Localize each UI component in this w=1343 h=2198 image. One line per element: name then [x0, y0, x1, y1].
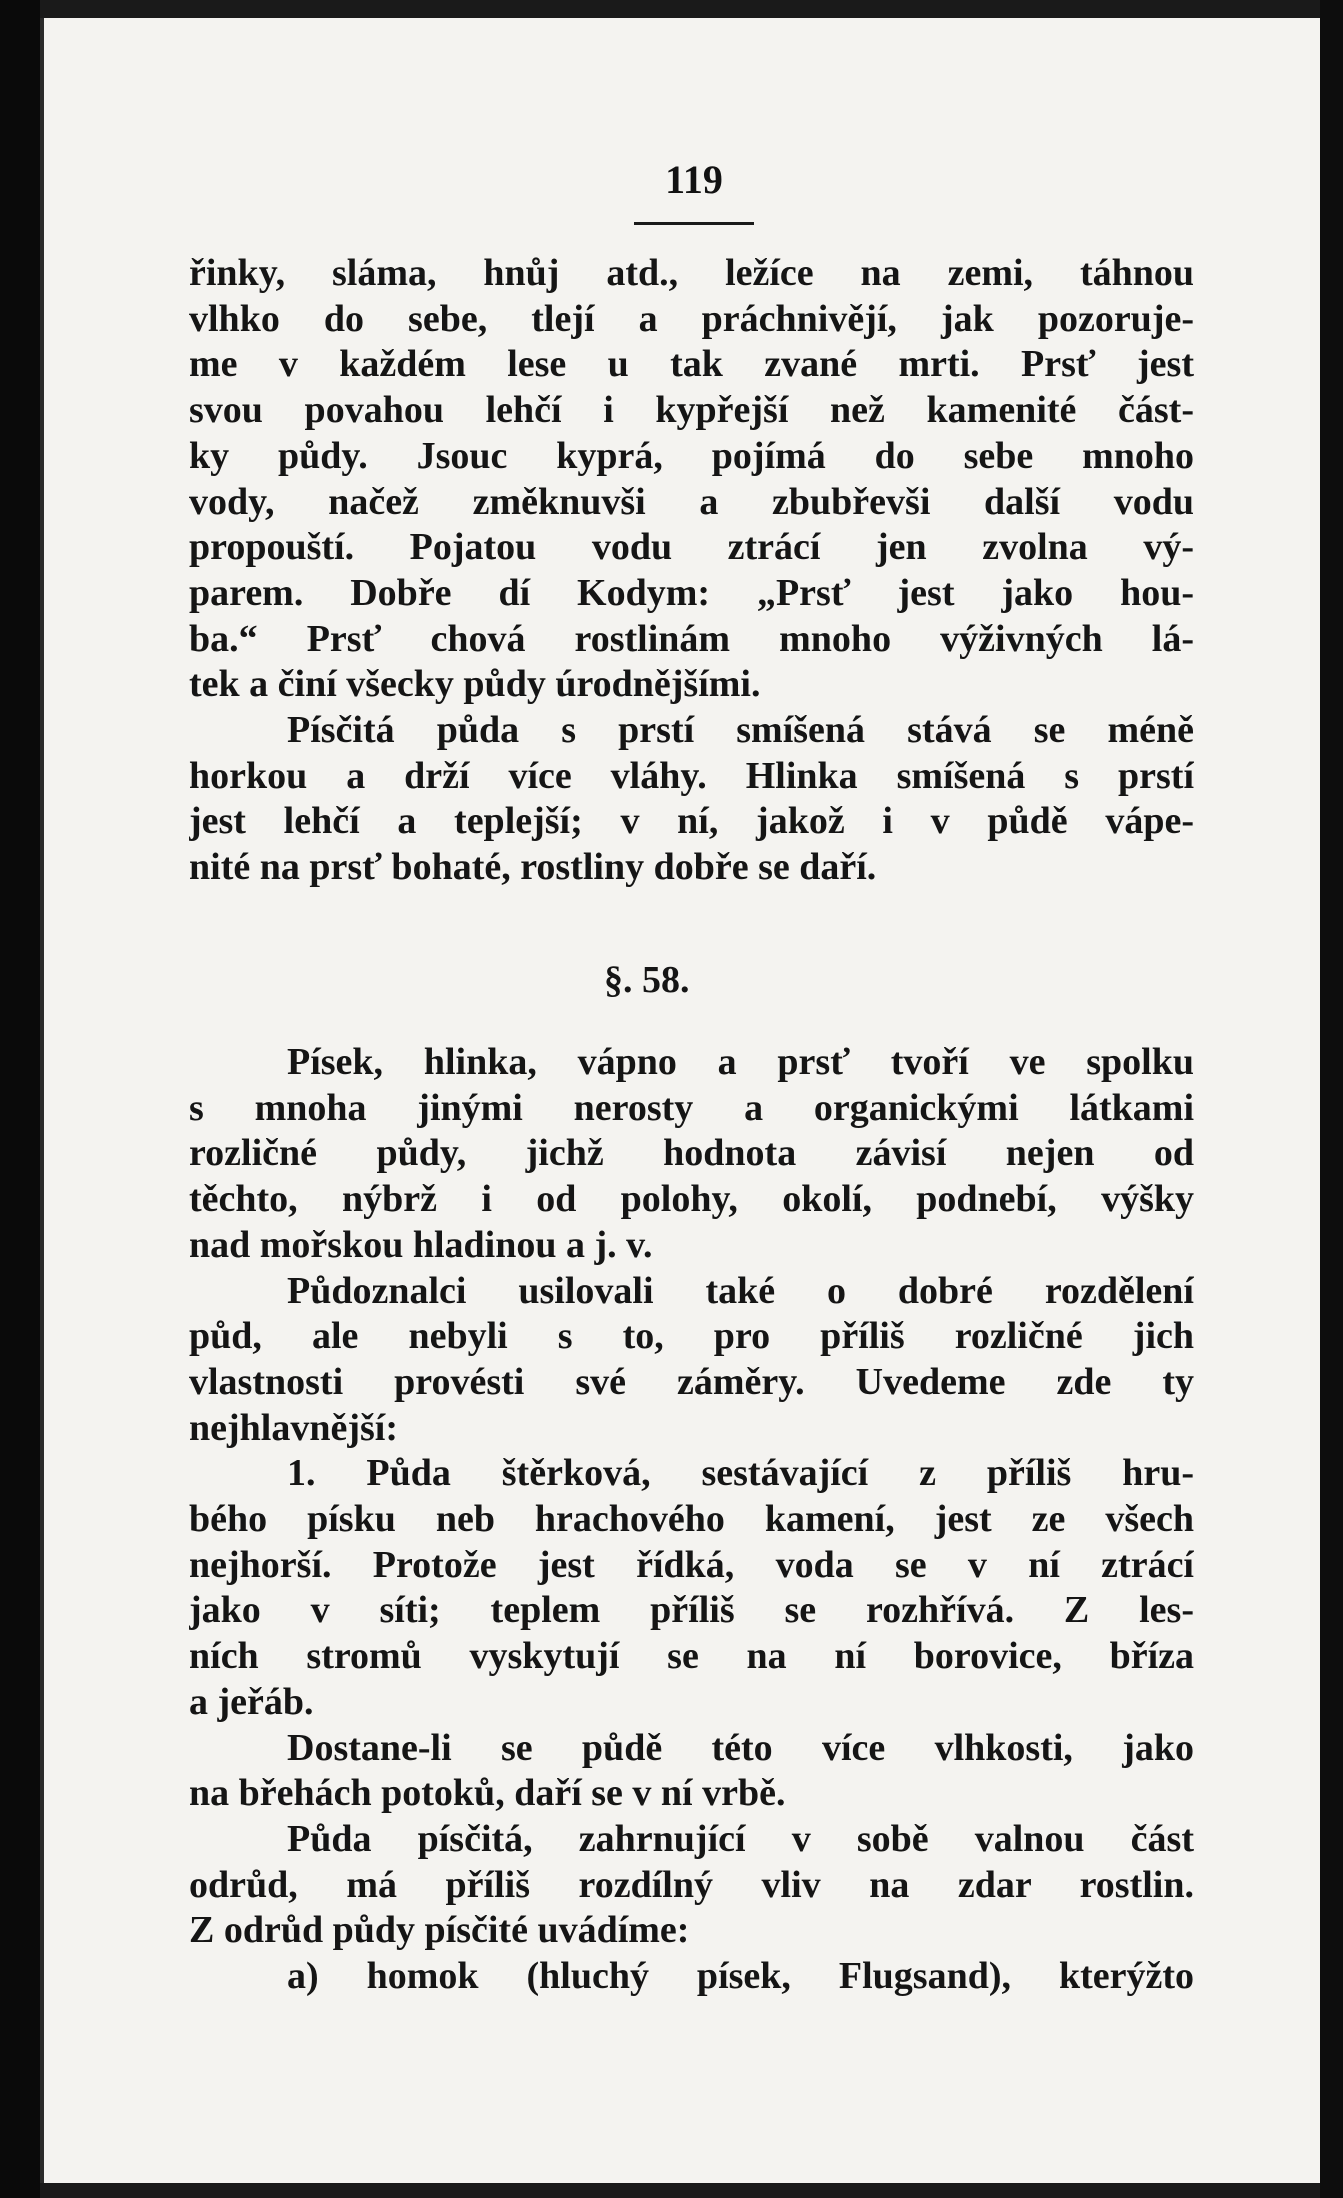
text-line: Dostane-li se půdě této více vlhkosti, jako: [287, 1726, 1194, 1769]
text-line: vody, načež změknuvši a zbubřevši další vodu: [189, 480, 1194, 523]
text-line: a jeřáb.: [189, 1680, 314, 1723]
text-line: na břehách potoků, daří se v ní vrbě.: [189, 1772, 786, 1815]
text-line: svou povahou lehčí i kypřejší než kamenité část-: [189, 389, 1194, 432]
text-line: ky půdy. Jsouc kyprá, pojímá do sebe mnoho: [189, 434, 1194, 477]
text-line: nité na prsť bohaté, rostliny dobře se daří.: [189, 846, 877, 889]
text-line: nejhorší. Protože jest řídká, voda se v ní ztrácí: [189, 1543, 1194, 1586]
text-line: vlhko do sebe, tlejí a práchnivějí, jak pozoruje-: [189, 297, 1194, 340]
section-heading: §. 58.: [604, 959, 690, 1001]
text-line: Písčitá půda s prstí smíšená stává se méně: [287, 709, 1194, 752]
text-line: 1. Půda štěrková, sestávající z příliš hru-: [287, 1452, 1194, 1495]
text-line: Půda písčitá, zahrnující v sobě valnou část: [287, 1817, 1194, 1860]
text-line: těchto, nýbrž i od polohy, okolí, podnebí, výšky: [189, 1178, 1194, 1221]
text-line: půd, ale nebyli s to, pro příliš rozličné jich: [189, 1315, 1194, 1358]
page-number: 119: [665, 157, 723, 202]
text-line: a) homok (hluchý písek, Flugsand), kterýžto: [287, 1955, 1194, 1998]
text-line: ba.“ Prsť chová rostlinám mnoho výživných lá-: [189, 617, 1194, 660]
text-line: jest lehčí a teplejší; v ní, jakož i v půdě vápe-: [189, 800, 1194, 843]
page-number-rule: [634, 222, 754, 225]
text-line: vlastnosti provésti své záměry. Uvedeme zde ty: [189, 1360, 1194, 1403]
text-line: parem. Dobře dí Kodym: „Prsť jest jako hou-: [189, 571, 1194, 614]
text-line: jako v síti; teplem příliš se rozhřívá. Z les-: [189, 1589, 1194, 1632]
text-bottom: [189, 1040, 1194, 2000]
text-line: nejhlavnější:: [189, 1406, 398, 1449]
text-line: Půdoznalci usilovali také o dobré rozdělení: [287, 1269, 1194, 1312]
text-line: bého písku neb hrachového kamení, jest ze všech: [189, 1498, 1194, 1541]
text-line: rozličné půdy, jichž hodnota závisí nejen od: [189, 1132, 1194, 1175]
text-line: ních stromů vyskytují se na ní borovice, bříza: [189, 1635, 1194, 1678]
text-top: [189, 251, 1194, 891]
text-line: horkou a drží více vláhy. Hlinka smíšená s prstí: [189, 754, 1194, 797]
text-line: Z odrůd půdy písčité uvádíme:: [189, 1909, 690, 1952]
text-line: s mnoha jinými nerosty a organickými látkami: [189, 1086, 1194, 1129]
text-line: me v každém lese u tak zvané mrti. Prsť jest: [189, 343, 1194, 386]
text-line: nad mořskou hladinou a j. v.: [189, 1223, 653, 1266]
text-line: propouští. Pojatou vodu ztrácí jen zvolna vý-: [189, 526, 1194, 569]
text-line: tek a činí všecky půdy úrodnějšími.: [189, 663, 761, 706]
scan-left-edge: [0, 0, 40, 2198]
scan-right-edge: [1320, 0, 1343, 2198]
text-line: odrůd, má příliš rozdílný vliv na zdar rostlin.: [189, 1863, 1194, 1906]
book-page: [40, 18, 1324, 2183]
text-line: Písek, hlinka, vápno a prsť tvoří ve spolku: [287, 1041, 1194, 1083]
text-line: řinky, sláma, hnůj atd., ležíce na zemi, táhnou: [189, 252, 1194, 294]
